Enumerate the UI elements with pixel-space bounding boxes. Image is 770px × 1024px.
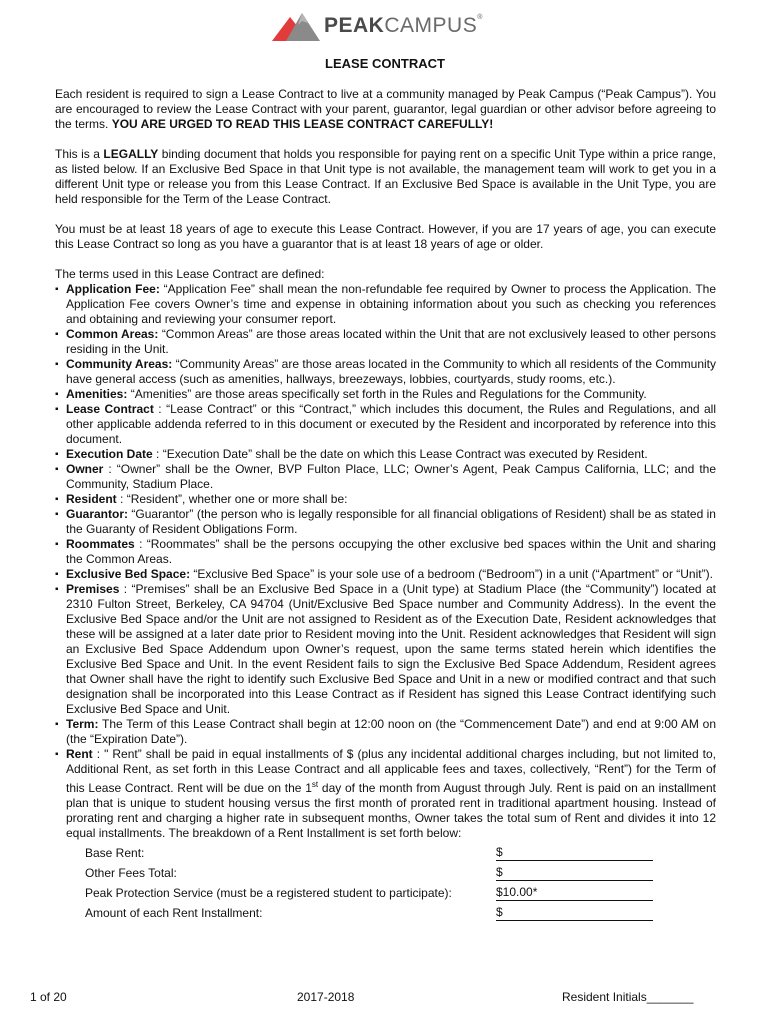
definition-text: “Guarantor” (the person who is legally responsible for all financial obligations of Resident) shall be as stated in the Guaranty of Resident Obligations Form.	[66, 507, 716, 536]
logo-wordmark: PEAKCAMPUS®	[324, 14, 483, 37]
definition-term: Owner	[66, 462, 104, 476]
document-body	[55, 87, 716, 921]
definition-item	[55, 357, 716, 387]
definition-term: Premises	[66, 582, 120, 596]
definition-term: Term:	[66, 717, 99, 731]
definition-item	[55, 717, 716, 747]
rent-row	[85, 881, 716, 901]
definition-item	[55, 582, 716, 717]
definition-item	[55, 447, 716, 462]
intro-paragraph-1: Each resident is required to sign a Lease Contract to live at a community managed by Peak Campus (“Peak Campus”). You are encouraged to review the Lease Contract with your parent, guarantor, legal guardian or other advisor before agreeing to the terms. YOU ARE URGED TO READ THIS LEASE CONTRACT CAREFULLY!	[55, 87, 716, 131]
rent-row	[85, 901, 716, 921]
definition-text: : “Owner” shall be the Owner, BVP Fulton Place, LLC; Owner’s Agent, Peak Campus California, LLC; and the Community, Stadium Place.	[66, 462, 716, 491]
rent-row	[85, 841, 716, 861]
rent-row	[85, 861, 716, 881]
definition-term: Resident	[66, 492, 117, 506]
definition-term: Amenities:	[66, 387, 128, 401]
peak-campus-logo	[272, 8, 483, 44]
definition-item	[55, 507, 716, 537]
intro-paragraph-3: You must be at least 18 years of age to execute this Lease Contract. However, if you are 17 years of age, you can execute this Lease Contract so long as you have a guarantor that is at least 18 years of age or older.	[55, 222, 716, 251]
definitions-lead: The terms used in this Lease Contract are defined:	[55, 267, 325, 281]
definition-term: Execution Date	[66, 447, 153, 461]
definition-item	[55, 282, 716, 327]
definition-text: “Application Fee” shall mean the non-refundable fee required by Owner to process the Application. The Application Fee covers Owner’s time and expense in obtaining information about you such as checking you references and obtaining and reviewing your consumer report.	[66, 282, 716, 326]
definition-text: “Amenities” are those areas specifically set forth in the Rules and Regulations for the Community.	[130, 387, 647, 401]
peak-mountain-icon	[272, 11, 320, 41]
document-title: LEASE CONTRACT	[325, 56, 445, 71]
definition-text: The Term of this Lease Contract shall begin at 12:00 noon on (the “Commencement Date”) and end at 9:00 AM on (the “Expiration Date”).	[66, 717, 716, 746]
page-number: 1 of 20	[30, 990, 67, 1004]
rent-value-field[interactable]: $	[496, 845, 653, 861]
resident-initials-field[interactable]: Resident Initials_______	[562, 990, 694, 1004]
definition-item	[55, 537, 716, 567]
definition-text: “Common Areas” are those areas located within the Unit that are not exclusively leased to other persons residing in the Unit.	[66, 327, 716, 356]
definitions-list	[55, 282, 716, 841]
definition-term: Exclusive Bed Space:	[66, 567, 191, 581]
definition-item	[55, 327, 716, 357]
definition-text: : " Rent” shall be paid in equal installments of $ (plus any incidental additional charges including, but not limited to, Additional Rent, as set forth in this Lease Contract and all applicable fees and taxes, collectively, “Rent”) for the Term of this Lease Contract. Rent will be due on the 1st day of the month from August through July. Rent is paid on an installment plan that is unique to student housing versus the first month of prorated rent in traditional apartment housing. Instead of prorating rent and charging a higher rate in subsequent months, Owner takes the total sum of Rent and divides it into 12 equal installments. The breakdown of a Rent Installment is set forth below:	[66, 747, 717, 840]
definition-term: Common Areas:	[66, 327, 159, 341]
rent-breakdown	[55, 841, 716, 921]
definition-item	[55, 387, 716, 402]
definition-term: Rent	[66, 747, 93, 761]
definition-text: : “Execution Date” shall be the date on which this Lease Contract was executed by Resident.	[156, 447, 648, 461]
lease-year: 2017-2018	[297, 990, 355, 1004]
definition-text: : “Premises” shall be an Exclusive Bed Space in a (Unit type) at Stadium Place (the “Community”) located at 2310 Fulton Street, Berkeley, CA 94704 (Unit/Exclusive Bed Space number and Community Address). In the event the Exclusive Bed Space and/or the Unit are not assigned to Resident as of the Execution Date, Resident acknowledges that these will be assigned at a later date prior to Resident moving into the Unit. Resident acknowledges that Resident will sign an Exclusive Bed Space Addendum upon Owner’s request, upon the same terms stated herein which identifies the Exclusive Bed Space and Unit. In the event Resident fails to sign the Exclusive Bed Space Addendum, Resident agrees that Owner shall have the right to identify such Exclusive Bed Space and Unit in a new or modified contract and that such designation shall be incorporated into this Lease Contract as if Resident has signed this Lease Contract identifying such Exclusive Bed Space and Unit.	[66, 582, 717, 716]
intro-paragraph-2: This is a LEGALLY binding document that holds you responsible for paying rent on a specific Unit Type within a price range, as listed below. If an Exclusive Bed Space in that Unit type is not available, the management team will work to get you in a different Unit type or release you from this Lease Contract. If an Exclusive Bed Space is available in the Unit Type, you are held responsible for the Term of the Lease Contract.	[55, 147, 716, 206]
rent-value-field[interactable]: $	[496, 905, 653, 921]
rent-label: Amount of each Rent Installment:	[85, 906, 263, 920]
definition-text: : “Lease Contract” or this “Contract,” which includes this document, the Rules and Regulations, and all other applicable addenda referred to in this document or executed by the Resident and incorporated by reference into this document.	[66, 402, 716, 446]
definition-term: Roommates	[66, 537, 135, 551]
definition-text: “Community Areas” are those areas located in the Community to which all residents of the Community have general access (such as amenities, hallways, breezeways, lobbies, courtyards, study rooms, etc.).	[66, 357, 717, 386]
definition-term: Lease Contract	[66, 402, 154, 416]
rent-label: Other Fees Total:	[85, 866, 177, 880]
definition-term: Application Fee:	[66, 282, 160, 296]
definition-item	[55, 462, 716, 492]
rent-value-field[interactable]: $10.00*	[496, 885, 653, 901]
definition-term: Guarantor:	[66, 507, 129, 521]
rent-label: Peak Protection Service (must be a registered student to participate):	[85, 886, 452, 900]
definition-text: : “Resident”, whether one or more shall be:	[120, 492, 348, 506]
definition-item	[55, 747, 716, 841]
definition-item	[55, 567, 716, 582]
definition-item	[55, 492, 716, 507]
definition-text: : “Roommates” shall be the persons occupying the other exclusive bed spaces within the Unit and sharing the Common Areas.	[66, 537, 716, 566]
rent-value-field[interactable]: $	[496, 865, 653, 881]
definition-text: “Exclusive Bed Space” is your sole use of a bedroom (“Bedroom”) in a unit (“Apartment” or “Unit”).	[193, 567, 713, 581]
rent-label: Base Rent:	[85, 846, 145, 860]
definition-term: Community Areas:	[66, 357, 173, 371]
definition-item	[55, 402, 716, 447]
